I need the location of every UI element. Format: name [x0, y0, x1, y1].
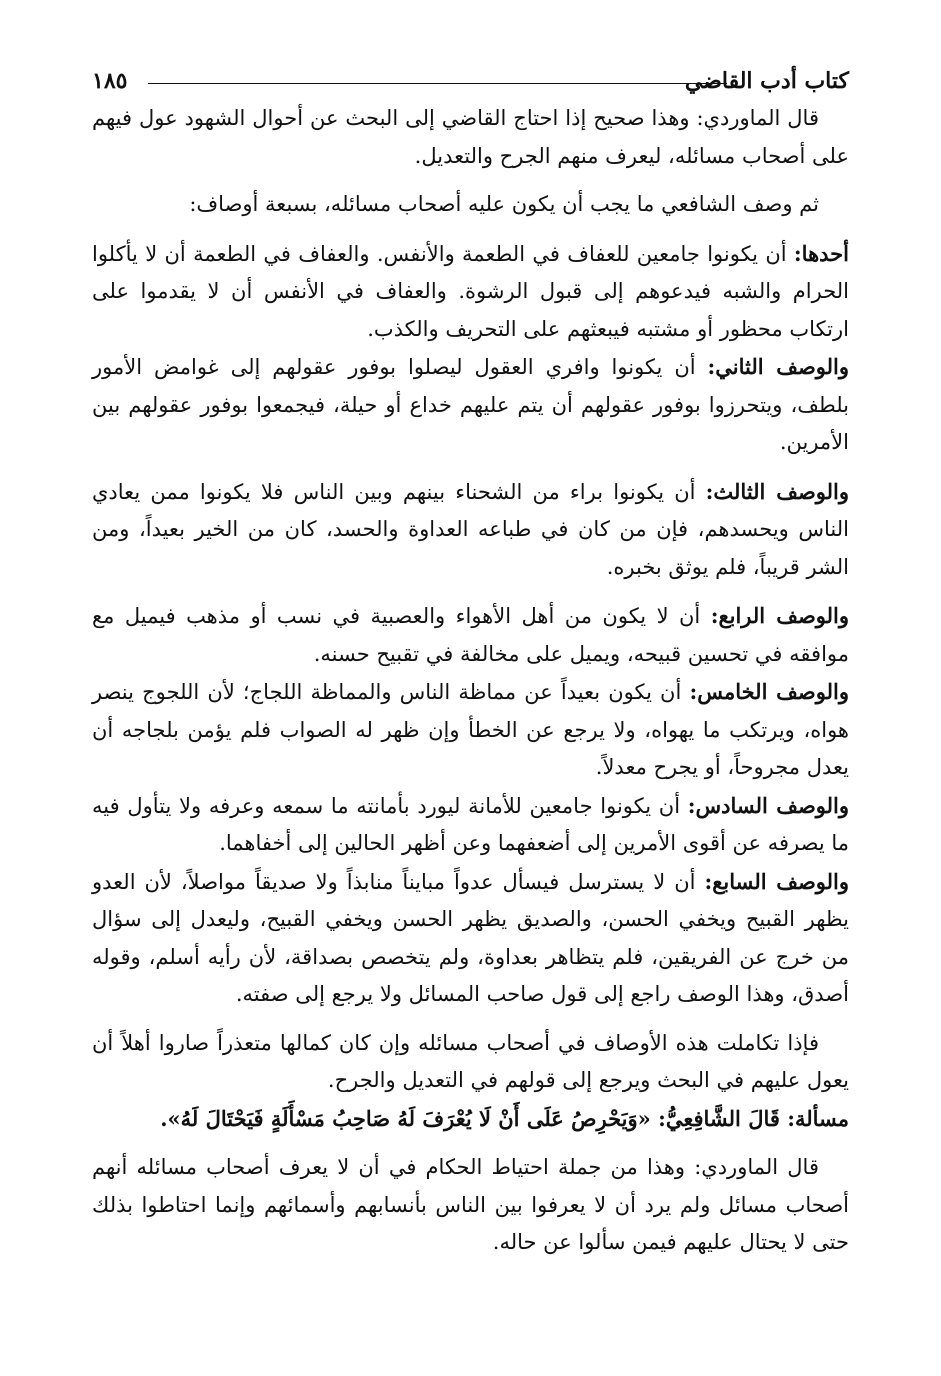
paragraph-text: أن يكونوا جامعين للأمانة ليورد بأمانته ما سمعه وعرفه ولا يتأول فيه ما يصرفه عن أقوى الأمرين إلى أضعفهما وعن أظهر الحالين إلى أخفاهما. — [92, 793, 849, 855]
paragraph-lead: والوصف الثالث: — [705, 478, 849, 504]
paragraph-intro — [92, 100, 849, 175]
paragraph-quality-3 — [92, 473, 849, 587]
paragraph-lead: مسألة: قَالَ الشَّافِعِيُّ: — [658, 1105, 849, 1131]
paragraph-lead: والوصف الثاني: — [707, 354, 849, 379]
paragraph-text: أن لا يكون من أهل الأهواء والعصبية في نسب أو مذهب فيميل مع موافقه في تحسين قبيحه، ويميل على مخالفة في تقبيح حسنه. — [92, 604, 849, 666]
book-title: كتاب أدب القاضي — [684, 68, 849, 94]
paragraph-text: فإذا تكاملت هذه الأوصاف في أصحاب مسائله وإن كان كمالها متعذراً صاروا أهلاً أن يعول عليهم في البحث ويرجع إلى قولهم في التعديل والجرح. — [92, 1030, 849, 1092]
paragraph-quality-7 — [92, 863, 849, 1014]
paragraph-lead: والوصف السابع: — [704, 868, 850, 894]
paragraph-lead: والوصف الخامس: — [689, 679, 849, 704]
paragraph-text: قال الماوردي: وهذا من جملة احتياط الحكام في أن لا يعرف أصحاب مسائله أنهم أصحاب مسائل ولم يرد أن لا يعرفوا بين الناس بأنسابهم وأسمائهم وإنما احتاطوا بذلك حتى لا يحتال عليهم فيمن سألوا عن حاله. — [92, 1155, 849, 1254]
paragraph-quality-4 — [92, 597, 849, 673]
paragraph-lead: والوصف الرابع: — [710, 603, 850, 628]
paragraph-quality-5 — [92, 673, 849, 787]
paragraph-lead: أحدها: — [793, 240, 849, 266]
paragraph-text: ثم وصف الشافعي ما يجب أن يكون عليه أصحاب مسائله، بسبعة أوصاف: — [189, 192, 819, 216]
paragraph-masala — [92, 1100, 849, 1139]
paragraph-seven-qualities — [92, 186, 849, 224]
paragraph-quality-1 — [92, 235, 849, 349]
shafii-quote: «وَيَحْرِصُ عَلَى أَنْ لَا يُعْرَفَ لَهُ صَاحِبُ مَسْأَلَةٍ فَيَحْتَالَ لَهُ». — [160, 1105, 659, 1131]
page-header — [92, 66, 849, 102]
paragraph-quality-2 — [92, 348, 849, 462]
paragraph-lead: والوصف السادس: — [687, 792, 850, 818]
paragraph-text: أن يكونوا وافري العقول ليصلوا بوفور عقولهم إلى غوامض الأمور بلطف، ويتحرزوا بوفور عقولهم أن يتم عليهم خداع أو حيلة، فيجمعوا بوفور عقولهم بين الأمرين. — [92, 355, 849, 454]
paragraph-text: أن لا يسترسل فيسأل عدواً مبايناً منابذاً ولا صديقاً مواصلاً، لأن العدو يظهر القبيح ويخفي الحسن، والصديق يظهر الحسن ويخفي القبيح، وليعدل إلى سؤال من خرج عن الفريقين، فلم يتظاهر بعداوة، ولم يتخصص بصداقة، لأن رأيه أسلم، وقوله أصدق، وهذا الوصف راجع إلى قول صاحب المسائل ولا يرجع إلى صفته. — [92, 869, 849, 1006]
paragraph-mawardi-commentary — [92, 1149, 849, 1262]
paragraph-text: قال الماوردي: وهذا صحيح إذا احتاج القاضي إلى البحث عن أحوال الشهود عول فيهم على أصحاب مسائله، ليعرف منهم الجرح والتعديل. — [92, 106, 849, 168]
page-body — [92, 100, 849, 1262]
paragraph-conclusion — [92, 1025, 849, 1100]
paragraph-text: أن يكون بعيداً عن مماظة الناس والمماظة اللجاج؛ لأن اللجوج ينصر هواه، ويرتكب ما يهواه، ولا يرجع عن الخطأ وإن ظهر له الصواب فلم يؤمن بلجاجه أن يعدل مجروحاً، أو يجرح معدلاً. — [92, 680, 849, 779]
page-number: ١٨٥ — [92, 68, 128, 94]
header-rule — [148, 83, 727, 84]
paragraph-quality-6 — [92, 787, 849, 863]
paragraph-text: أن يكونوا براء من الشحناء بينهم وبين الناس فلا يكونوا ممن يعادي الناس ويحسدهم، فإن من كان في طباعه العداوة والحسد، كان من الخير بعيداً، ومن الشر قريباً، فلم يوثق بخبره. — [92, 479, 849, 579]
paragraph-text: أن يكونوا جامعين للعفاف في الطعمة والأنفس. والعفاف في الطعمة أن لا يأكلوا الحرام والشبه فيدعوهم إلى قبول الرشوة. والعفاف في الأنفس أن لا يقدموا على ارتكاب محظور أو مشتبه فيبعثهم على التحريف والكذب. — [92, 241, 849, 341]
